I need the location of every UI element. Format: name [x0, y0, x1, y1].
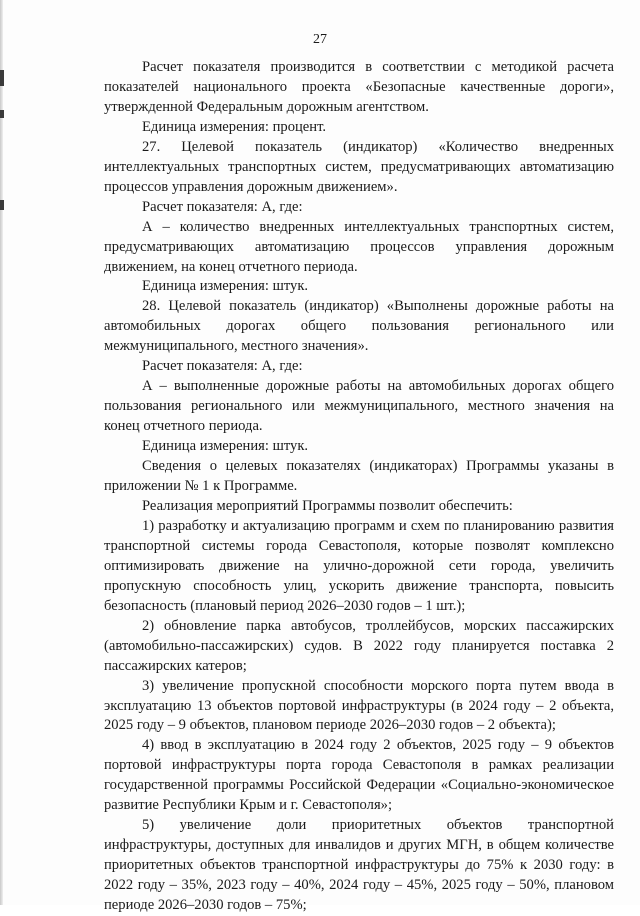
- paragraph: Расчет показателя: А, где:: [142, 198, 303, 215]
- scan-margin-mark: [0, 200, 4, 210]
- page-number: 27: [313, 32, 327, 47]
- paragraph: 1) разработку и актуализацию программ и схем по планированию развития транспортной системы города Севастополя, которые позволят комплексно оптимизировать движение на улично-дорожной сети города, увеличить пропускную способность улиц, ускорить движение транспорта, повысить безопасность (плановый период 2026–2030 годов – 1 шт.);: [104, 517, 614, 614]
- document-body: [104, 58, 614, 916]
- scan-edge-shadow: [0, 0, 3, 905]
- paragraph: Единица измерения: штук.: [142, 278, 309, 295]
- paragraph: 27. Целевой показатель (индикатор) «Количество внедренных интеллектуальных транспортных систем, предусматривающих автоматизацию процессов управления дорожным движением».: [104, 138, 614, 195]
- paragraph: 3) увеличение пропускной способности морского порта путем ввода в эксплуатацию 13 объектов портовой инфраструктуры (в 2024 году – 2 объекта, 2025 году – 9 объектов, плановом периоде 2026–2030 годов – 2 объекта);: [104, 677, 614, 734]
- paragraph: 4) ввод в эксплуатацию в 2024 году 2 объектов, 2025 году – 9 объектов портовой инфраструктуры порта города Севастополя в рамках реализации государственной программы Российской Федерации «Социально-экономическое развитие Республики Крым и г. Севастополя»;: [104, 737, 614, 814]
- paragraph: 28. Целевой показатель (индикатор) «Выполнены дорожные работы на автомобильных дорогах общего пользования регионального или межмуниципального, местного значения».: [104, 298, 614, 355]
- paragraph: Расчет показателя производится в соответствии с методикой расчета показателей национального проекта «Безопасные качественные дороги», утвержденной Федеральным дорожным агентством.: [104, 59, 614, 115]
- paragraph: Расчет показателя: А, где:: [142, 358, 303, 375]
- paragraph: Сведения о целевых показателях (индикаторах) Программы указаны в приложении № 1 к Программе.: [104, 458, 614, 495]
- paragraph: А – выполненные дорожные работы на автомобильных дорогах общего пользования регионального или межмуниципального, местного значения на конец отчетного периода.: [104, 378, 614, 435]
- paragraph: 5) увеличение доли приоритетных объектов транспортной инфраструктуры, доступных для инвалидов и других МГН, в общем количестве приоритетных объектов транспортной инфраструктуры до 75% к 2030 году: в 2022 году – 35%, 2023 году – 40%, 2024 году – 45%, 2025 году – 50%, плановом периоде 2026–2030 годов – 75%;: [104, 817, 614, 914]
- paragraph: А – количество внедренных интеллектуальных транспортных систем, предусматривающих автоматизацию процессов управления дорожным движением, на конец отчетного периода.: [104, 218, 614, 275]
- scan-margin-mark: [0, 110, 4, 118]
- paragraph: Реализация мероприятий Программы позволит обеспечить:: [142, 497, 513, 514]
- paragraph: Единица измерения: процент.: [142, 118, 327, 135]
- scan-margin-mark: [0, 70, 4, 86]
- paragraph: Единица измерения: штук.: [142, 438, 309, 455]
- paragraph: 2) обновление парка автобусов, троллейбусов, морских пассажирских (автомобильно-пассажирских) судов. В 2022 году планируется поставка 2 пассажирских катеров;: [104, 617, 614, 674]
